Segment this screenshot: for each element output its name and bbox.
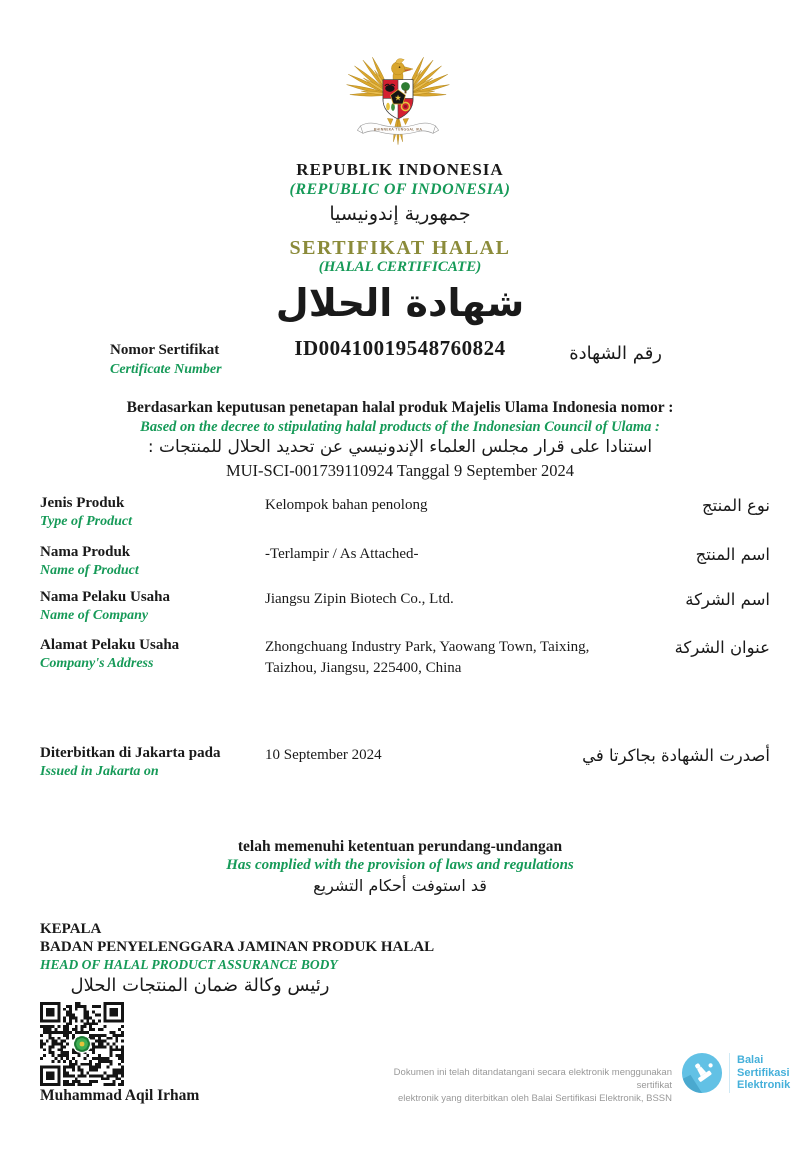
signatory-title-line2: BADAN PENYELENGGARA JAMINAN PRODUK HALAL <box>40 939 435 955</box>
field-label-ar: أصدرت الشهادة بجاكرتا في <box>582 746 770 765</box>
certificate-number-label-id: Nomor Sertifikat <box>110 342 220 358</box>
field-value: -Terlampir / As Attached- <box>265 546 419 562</box>
certificate-title-ar: شهادة الحلال <box>275 281 525 325</box>
field-value: Kelompok bahan penolong <box>265 497 428 513</box>
bse-logo-text <box>737 1054 790 1092</box>
field-value: Jiangsu Zipin Biotech Co., Ltd. <box>265 591 454 607</box>
bse-logo-line2: Sertifikasi <box>737 1066 790 1079</box>
decree-statement-id: Berdasarkan keputusan penetapan halal produk Majelis Ulama Indonesia nomor : <box>126 399 674 416</box>
electronic-signature-disclaimer <box>362 1066 672 1105</box>
field-label-en: Issued in Jakarta on <box>40 764 159 779</box>
field-label-en: Company's Address <box>40 656 154 671</box>
bse-logo-line1: Balai <box>737 1054 764 1067</box>
field-label-id: Alamat Pelaku Usaha <box>40 637 180 653</box>
field-label-en: Name of Product <box>40 563 139 578</box>
bse-logo-line3: Elektronik <box>737 1079 791 1092</box>
decree-statement-en: Based on the decree to stipulating halal products of the Indonesian Council of Ulama : <box>140 419 660 435</box>
field-label-ar: اسم الشركة <box>685 590 770 609</box>
certificate-title-id: SERTIFIKAT HALAL <box>289 237 511 259</box>
certificate-number-label-en: Certificate Number <box>110 362 222 377</box>
field-label-id: Nama Produk <box>40 544 131 560</box>
field-label-en: Type of Product <box>40 514 133 529</box>
field-label-id: Jenis Produk <box>40 495 125 511</box>
field-label-id: Diterbitkan di Jakarta pada <box>40 745 221 761</box>
disclaimer-line2: elektronik yang diterbitkan oleh Balai Sertifikasi Elektronik, BSSN <box>397 1093 672 1104</box>
decree-statement-ar: استنادا على قرار مجلس العلماء الإندونيسي عن تحديد الحلال للمنتجات : <box>147 437 653 457</box>
decree-number: MUI-SCI-001739110924 Tanggal 9 September 2024 <box>225 461 575 480</box>
field-label-ar: عنوان الشركة <box>674 638 770 657</box>
field-label-id: Nama Pelaku Usaha <box>40 589 171 605</box>
certificate-number-label-ar: رقم الشهادة <box>569 343 662 364</box>
signatory-name: Muhammad Aqil Irham <box>40 1087 200 1104</box>
field-label-ar: اسم المنتج <box>695 545 770 564</box>
compliance-statement-ar: قد استوفت أحكام التشريع <box>313 876 487 895</box>
field-label-ar: نوع المنتج <box>702 496 770 515</box>
logo-divider <box>729 1053 730 1093</box>
bse-stamp-icon <box>681 1052 723 1094</box>
signatory-title-line1: KEPALA <box>40 921 102 937</box>
field-value: Zhongchuang Industry Park, Yaowang Town, Taixing, Taizhou, Jiangsu, 225400, China <box>265 639 590 676</box>
signatory-title-ar: رئيس وكالة ضمان المنتجات الحلال <box>70 975 330 996</box>
signature-qr-code <box>40 1002 124 1086</box>
country-name-en: (REPUBLIC OF INDONESIA) <box>289 181 511 198</box>
signatory-title-en: HEAD OF HALAL PRODUCT ASSURANCE BODY <box>40 957 338 972</box>
svg-text:★: ★ <box>394 92 402 103</box>
disclaimer-line1: Dokumen ini telah ditandatangani secara elektronik menggunakan sertifikat <box>393 1067 672 1091</box>
svg-text:BHINNEKA TUNGGAL IKA: BHINNEKA TUNGGAL IKA <box>373 127 423 132</box>
signatory-title-block <box>40 920 434 974</box>
field-value: 10 September 2024 <box>265 747 382 763</box>
country-name-ar: جمهورية إندونيسيا <box>329 203 471 225</box>
compliance-statement-id: telah memenuhi ketentuan perundang-undangan <box>237 838 563 855</box>
balai-sertifikasi-elektronik-logo <box>681 1052 790 1094</box>
certificate-number-value: ID00410019548760824 <box>294 336 506 360</box>
field-label-en: Name of Company <box>40 608 149 623</box>
certificate-title-en: (HALAL CERTIFICATE) <box>318 259 482 275</box>
garuda-pancasila-emblem-icon <box>323 32 473 156</box>
compliance-statement-en: Has complied with the provision of laws and regulations <box>226 857 574 873</box>
country-name-id: REPUBLIK INDONESIA <box>296 160 504 179</box>
